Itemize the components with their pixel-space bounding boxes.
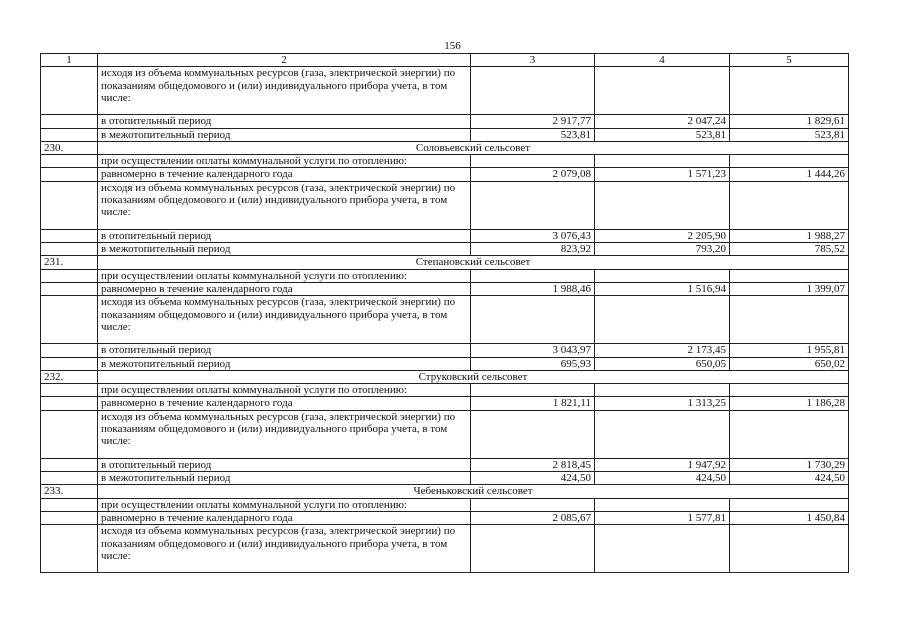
value-cell — [471, 525, 595, 573]
row-number-cell — [41, 282, 98, 295]
value-cell: 1 988,46 — [471, 282, 595, 295]
value-cell: 1 450,84 — [730, 511, 849, 524]
note-row — [41, 384, 849, 397]
row-description: в межотопительный период — [98, 472, 471, 485]
table-body — [41, 67, 849, 573]
value-cell: 2 085,67 — [471, 511, 595, 524]
value-cell: 1 444,26 — [730, 168, 849, 181]
value-cell: 793,20 — [595, 243, 730, 256]
note-row — [41, 498, 849, 511]
note-row — [41, 155, 849, 168]
row-description: при осуществлении оплаты коммунальной услуги по отоплению: — [98, 498, 471, 511]
row-description: исходя из объема коммунальных ресурсов (газа, электрической энергии) по показаниям общедомового и (или) индивидуального прибора учета, в том числе: — [98, 181, 471, 229]
value-cell: 1 955,81 — [730, 344, 849, 357]
value-cell — [595, 296, 730, 344]
value-cell — [471, 269, 595, 282]
value-cell: 695,93 — [471, 357, 595, 370]
row-description: равномерно в течение календарного года — [98, 168, 471, 181]
section-name: Степановский сельсовет — [98, 256, 849, 269]
value-row — [41, 128, 849, 141]
value-cell: 650,05 — [595, 357, 730, 370]
row-description: при осуществлении оплаты коммунальной услуги по отоплению: — [98, 155, 471, 168]
description-row — [41, 181, 849, 229]
section-row — [41, 141, 849, 154]
row-number-cell — [41, 397, 98, 410]
row-description: в межотопительный период — [98, 243, 471, 256]
value-cell — [595, 498, 730, 511]
row-description: исходя из объема коммунальных ресурсов (газа, электрической энергии) по показаниям общедомового и (или) индивидуального прибора учета, в том числе: — [98, 67, 471, 115]
value-row — [41, 357, 849, 370]
row-description: в отопительный период — [98, 115, 471, 128]
row-number-cell — [41, 155, 98, 168]
value-cell: 2 079,08 — [471, 168, 595, 181]
row-number-cell — [41, 168, 98, 181]
value-row — [41, 229, 849, 242]
row-number-cell — [41, 128, 98, 141]
row-number-cell — [41, 67, 98, 115]
value-cell — [471, 67, 595, 115]
section-number: 231. — [41, 256, 98, 269]
value-cell: 1 571,23 — [595, 168, 730, 181]
row-number-cell — [41, 384, 98, 397]
value-cell — [730, 155, 849, 168]
value-cell — [471, 155, 595, 168]
description-row — [41, 296, 849, 344]
section-name: Струковский сельсовет — [98, 370, 849, 383]
row-description: равномерно в течение календарного года — [98, 397, 471, 410]
value-cell — [730, 525, 849, 573]
page-number: 156 — [444, 40, 461, 52]
value-cell: 523,81 — [730, 128, 849, 141]
tariff-table — [40, 53, 849, 573]
column-header: 3 — [471, 54, 595, 67]
value-cell — [730, 67, 849, 115]
value-cell — [595, 525, 730, 573]
value-row — [41, 115, 849, 128]
value-cell: 1 988,27 — [730, 229, 849, 242]
value-cell: 1 821,11 — [471, 397, 595, 410]
value-cell — [471, 296, 595, 344]
value-cell: 3 076,43 — [471, 229, 595, 242]
section-name: Соловьевский сельсовет — [98, 141, 849, 154]
value-cell: 424,50 — [730, 472, 849, 485]
value-row — [41, 344, 849, 357]
row-number-cell — [41, 472, 98, 485]
value-cell: 2 917,77 — [471, 115, 595, 128]
value-row — [41, 397, 849, 410]
value-cell — [471, 410, 595, 458]
row-number-cell — [41, 410, 98, 458]
row-number-cell — [41, 229, 98, 242]
value-cell — [730, 384, 849, 397]
column-header: 1 — [41, 54, 98, 67]
row-number-cell — [41, 511, 98, 524]
row-description: в межотопительный период — [98, 357, 471, 370]
value-cell — [471, 498, 595, 511]
row-number-cell — [41, 498, 98, 511]
row-description: исходя из объема коммунальных ресурсов (газа, электрической энергии) по показаниям общедомового и (или) индивидуального прибора учета, в том числе: — [98, 296, 471, 344]
value-cell — [730, 498, 849, 511]
value-cell — [595, 269, 730, 282]
value-cell: 1 313,25 — [595, 397, 730, 410]
section-number: 232. — [41, 370, 98, 383]
value-cell — [595, 155, 730, 168]
value-cell — [471, 384, 595, 397]
value-cell — [471, 181, 595, 229]
row-number-cell — [41, 344, 98, 357]
value-cell: 1 829,61 — [730, 115, 849, 128]
value-cell — [595, 67, 730, 115]
description-row — [41, 410, 849, 458]
value-cell: 3 043,97 — [471, 344, 595, 357]
value-cell: 523,81 — [471, 128, 595, 141]
row-number-cell — [41, 181, 98, 229]
section-row — [41, 370, 849, 383]
row-description: равномерно в течение календарного года — [98, 282, 471, 295]
value-cell: 1 186,28 — [730, 397, 849, 410]
value-cell — [595, 410, 730, 458]
value-cell — [730, 410, 849, 458]
row-number-cell — [41, 115, 98, 128]
row-number-cell — [41, 243, 98, 256]
value-cell: 823,92 — [471, 243, 595, 256]
row-description: в отопительный период — [98, 458, 471, 471]
value-row — [41, 282, 849, 295]
value-row — [41, 472, 849, 485]
column-header: 4 — [595, 54, 730, 67]
value-cell: 1 399,07 — [730, 282, 849, 295]
value-cell: 424,50 — [471, 472, 595, 485]
value-cell: 2 205,90 — [595, 229, 730, 242]
value-cell — [730, 181, 849, 229]
value-cell: 2 047,24 — [595, 115, 730, 128]
column-header: 5 — [730, 54, 849, 67]
value-cell: 424,50 — [595, 472, 730, 485]
value-cell: 1 577,81 — [595, 511, 730, 524]
value-cell — [730, 269, 849, 282]
note-row — [41, 269, 849, 282]
row-description: при осуществлении оплаты коммунальной услуги по отоплению: — [98, 269, 471, 282]
value-cell: 650,02 — [730, 357, 849, 370]
section-number: 230. — [41, 141, 98, 154]
row-number-cell — [41, 269, 98, 282]
row-description: в отопительный период — [98, 344, 471, 357]
description-row — [41, 525, 849, 573]
row-number-cell — [41, 525, 98, 573]
value-cell — [595, 384, 730, 397]
value-row — [41, 243, 849, 256]
section-row — [41, 485, 849, 498]
column-number-row — [41, 54, 849, 67]
value-row — [41, 458, 849, 471]
value-cell: 1 730,29 — [730, 458, 849, 471]
value-cell: 785,52 — [730, 243, 849, 256]
value-cell — [730, 296, 849, 344]
value-cell: 2 818,45 — [471, 458, 595, 471]
row-description: исходя из объема коммунальных ресурсов (газа, электрической энергии) по показаниям общедомового и (или) индивидуального прибора учета, в том числе: — [98, 410, 471, 458]
value-cell: 2 173,45 — [595, 344, 730, 357]
row-number-cell — [41, 458, 98, 471]
value-cell: 1 516,94 — [595, 282, 730, 295]
description-row — [41, 67, 849, 115]
column-header: 2 — [98, 54, 471, 67]
row-description: в межотопительный период — [98, 128, 471, 141]
row-description: равномерно в течение календарного года — [98, 511, 471, 524]
value-cell: 523,81 — [595, 128, 730, 141]
value-row — [41, 168, 849, 181]
value-cell: 1 947,92 — [595, 458, 730, 471]
row-number-cell — [41, 296, 98, 344]
value-cell — [595, 181, 730, 229]
row-description: исходя из объема коммунальных ресурсов (газа, электрической энергии) по показаниям общедомового и (или) индивидуального прибора учета, в том числе: — [98, 525, 471, 573]
row-number-cell — [41, 357, 98, 370]
section-number: 233. — [41, 485, 98, 498]
row-description: при осуществлении оплаты коммунальной услуги по отоплению: — [98, 384, 471, 397]
section-name: Чебеньковский сельсовет — [98, 485, 849, 498]
value-row — [41, 511, 849, 524]
section-row — [41, 256, 849, 269]
row-description: в отопительный период — [98, 229, 471, 242]
